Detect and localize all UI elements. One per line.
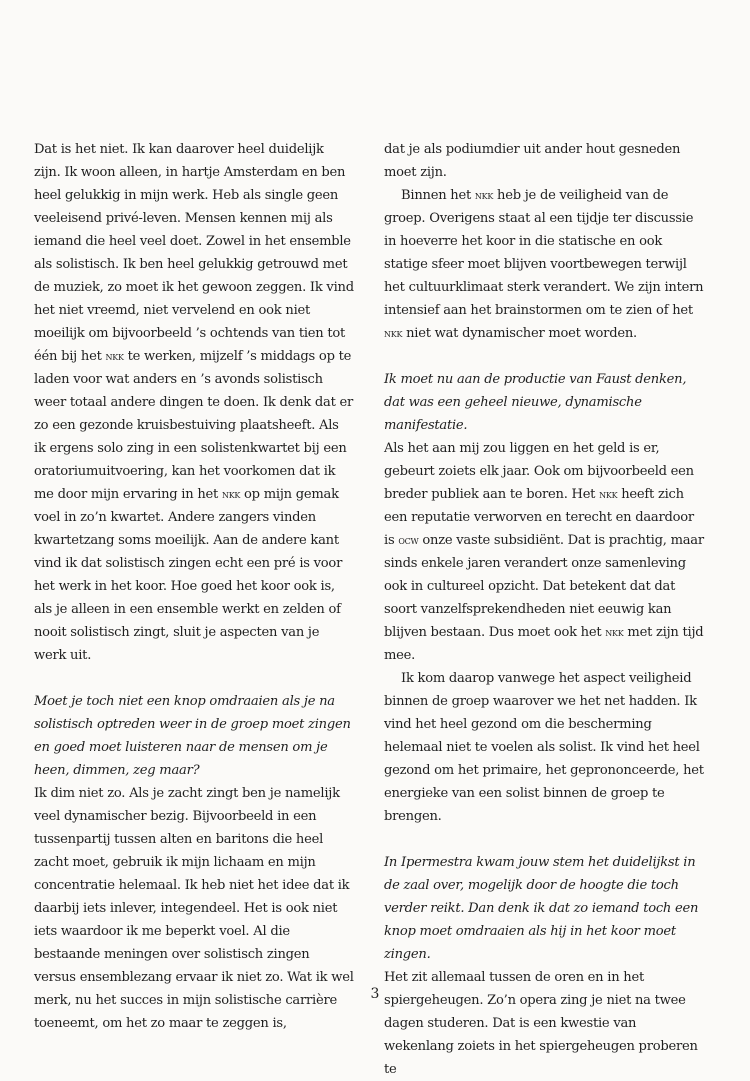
answer-paragraph: Ik dim niet zo. Als je zacht zingt ben je namelijk veel dynamischer bezig. Bijvoorbeeld in een tussenpartij tussen alten en baritons die heel zacht moet, gebruik ik mijn lichaam en mijn concentratie helemaal. Ik heb niet het idee dat ik daarbij iets inlever, integendeel. Het is ook niet iets waardoor ik me beperkt voel. Al die bestaande meningen over solistisch zingen versus ensemblezang ervaar ik niet zo. Wat ik wel merk, nu het succes in mijn solistische carrière toeneemt, om het zo maar te zeggen is, [34,786,354,1031]
answer-paragraph: Ik kom daarop vanwege het aspect veiligheid binnen de groep waarover we het net hadden. Ik vind het heel gezond om die bescherming helemaal niet te voelen als solist. Ik vind het heel gezond om het primaire, het geprononceerde, het energieke van een solist binnen de groep te brengen. [384,671,704,824]
answer-paragraph: Dat is het niet. Ik kan daarover heel duidelijk zijn. Ik woon alleen, in hartje Amsterdam en ben heel gelukkig in mijn werk. Heb als single geen veeleisend privé-leven. Mensen kennen mij als iemand die heel veel doet. Zowel in het ensemble als solistisch. Ik ben heel gelukkig getrouwd met de muziek, zo moet ik het gewoon zeggen. Ik vind het niet vreemd, niet vervelend en ook niet moeilijk om bijvoorbeeld ’s ochtends van tien tot één bij het nkk te werken, mijzelf ’s middags op te laden voor wat anders en ’s avonds solistisch weer totaal andere dingen te doen. Ik denk dat er zo een gezonde kruisbestuiving plaatsheeft. Als ik ergens solo zing in een solistenkwartet bij een oratoriumuitvoering, kan het voorkomen dat ik me door mijn ervaring in het nkk op mijn gemak voel in zo’n kwartet. Andere zangers vinden kwartetzang soms moeilijk. Aan de andere kant vind ik dat solistisch zingen echt een pré is voor het werk in het koor. Hoe goed het koor ook is, als je alleen in een ensemble werkt en zelden of nooit solistisch zingt, sluit je aspecten van je werk uit. [34,142,354,663]
interview-question: Ik moet nu aan de productie van Faust denken, dat was een geheel nieuwe, dynamische manifestatie. [384,372,687,433]
answer-paragraph: Als het aan mij zou liggen en het geld is er, gebeurt zoiets elk jaar. Ook om bijvoorbeeld een breder publiek aan te boren. Het nkk heeft zich een reputatie verworven en terecht en daardoor is ocw onze vaste subsidiënt. Dat is prachtig, maar sinds enkele jaren verandert onze samenleving ook in cultureel opzicht. Dat betekent dat dat soort vanzelfsprekendheden niet eeuwig kan blijven bestaan. Dus moet ook het nkk met zijn tijd mee. [384,441,704,663]
page-number: 3 [370,986,380,1002]
interview-question: In Ipermestra kwam jouw stem het duidelijkst in de zaal over, mogelijk door de hoogte die toch verder reikt. Dan denk ik dat zo iemand toch een knop moet omdraaien als hij in het koor moet zingen. [384,855,699,962]
right-column [384,138,704,1081]
left-column [34,138,354,1035]
interview-question: Moet je toch niet een knop omdraaien als je na solistisch optreden weer in de groep moet zingen en goed moet luisteren naar de mensen om je heen, dimmen, zeg maar? [34,694,351,778]
answer-paragraph: Het zit allemaal tussen de oren en in het spiergeheugen. Zo’n opera zing je niet na twee dagen studeren. Dat is een kwestie van wekenlang zoiets in het spiergeheugen proberen te [384,970,698,1077]
answer-paragraph: dat je als podiumdier uit ander hout gesneden moet zijn. [384,142,681,180]
answer-paragraph: Binnen het nkk heb je de veiligheid van de groep. Overigens staat al een tijdje ter discussie in hoeverre het koor in die statische en ook statige sfeer moet blijven voortbewegen terwijl het cultuurklimaat sterk verandert. We zijn intern intensief aan het brainstormen om te zien of het nkk niet wat dynamischer moet worden. [384,188,704,341]
